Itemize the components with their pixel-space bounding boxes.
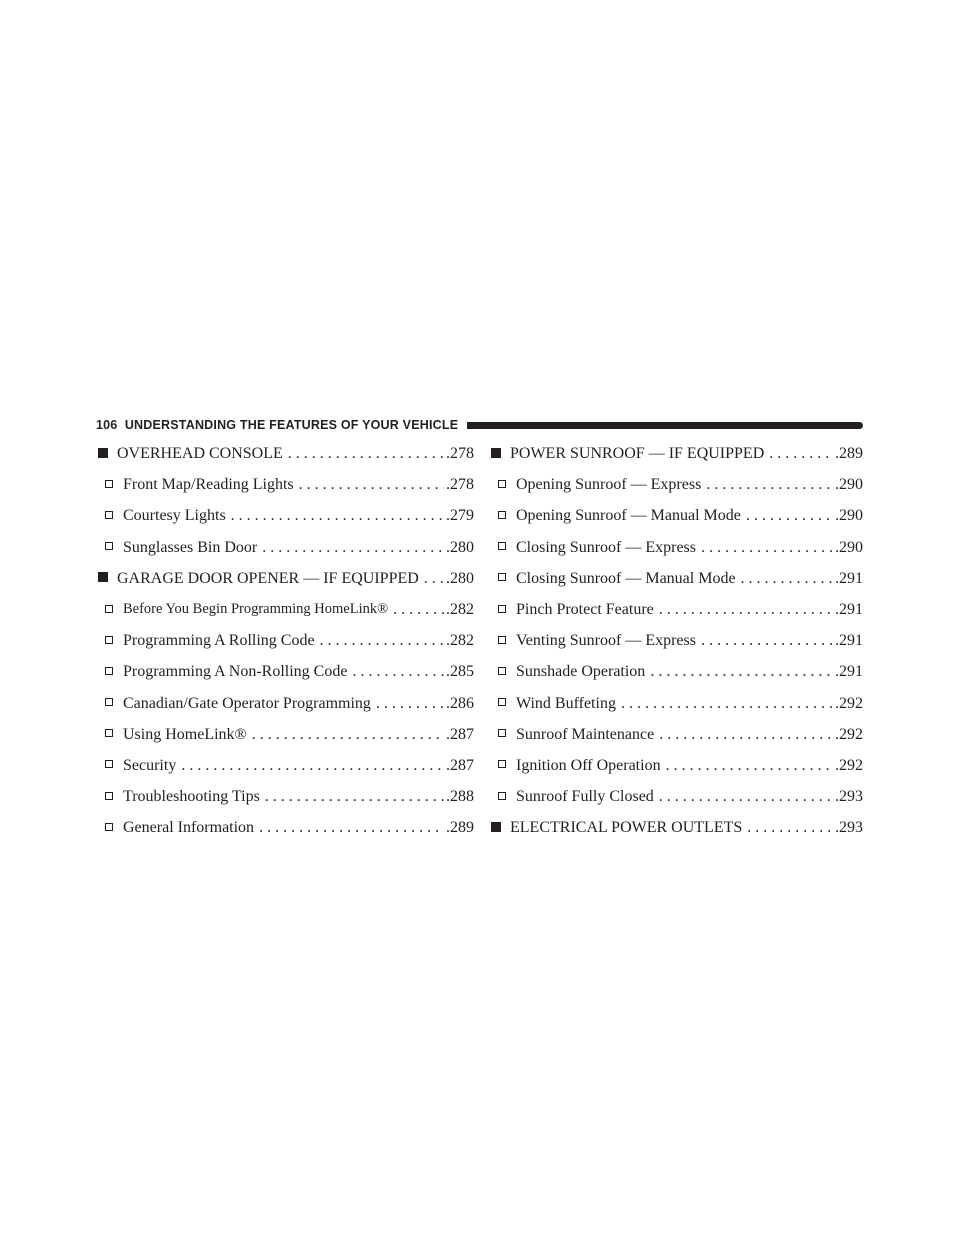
hollow-square-icon xyxy=(498,511,506,519)
toc-entry-title: Using HomeLink® xyxy=(123,725,247,743)
toc-entry-title: Wind Buffeting xyxy=(516,694,616,712)
toc-entry-page: .291 xyxy=(835,663,863,681)
hollow-square-icon xyxy=(105,823,113,831)
hollow-square-icon xyxy=(498,605,506,613)
toc-entry-page: .282 xyxy=(446,600,474,618)
toc-entry[interactable] xyxy=(489,563,863,594)
toc-entry[interactable] xyxy=(96,812,474,843)
filled-square-icon xyxy=(491,448,501,458)
toc-entry-title: ELECTRICAL POWER OUTLETS xyxy=(510,819,743,837)
toc-entry-title: Opening Sunroof — Express xyxy=(516,476,702,494)
dot-leader xyxy=(769,438,833,469)
filled-square-icon xyxy=(491,822,501,832)
toc-entry-title: Closing Sunroof — Manual Mode xyxy=(516,569,736,587)
hollow-square-icon xyxy=(498,573,506,581)
toc-entry-title: POWER SUNROOF — IF EQUIPPED xyxy=(510,445,765,462)
toc-entry-title: Sunshade Operation xyxy=(516,663,646,681)
toc-entry[interactable] xyxy=(96,563,474,594)
hollow-square-icon xyxy=(498,636,506,644)
hollow-square-icon xyxy=(105,698,113,706)
filled-square-icon xyxy=(98,572,108,582)
dot-leader xyxy=(747,812,833,843)
toc-entry-title: Venting Sunroof — Express xyxy=(516,632,696,650)
toc-entry-title: Opening Sunroof — Manual Mode xyxy=(516,507,741,525)
toc-entry[interactable] xyxy=(96,688,474,719)
toc-entry-page: .289 xyxy=(835,445,863,462)
toc-entry-page: .291 xyxy=(835,600,863,618)
toc-entry[interactable] xyxy=(489,594,863,625)
toc-entry-title: GARAGE DOOR OPENER — IF EQUIPPED xyxy=(117,569,419,587)
toc-entry-page: .291 xyxy=(835,569,863,587)
dot-leader xyxy=(701,625,833,656)
toc-entry-title: General Information xyxy=(123,819,255,837)
toc-entry-page: .289 xyxy=(446,819,474,837)
toc-entry[interactable] xyxy=(489,688,863,719)
dot-leader xyxy=(659,719,833,750)
hollow-square-icon xyxy=(498,698,506,706)
toc-entry-page: .286 xyxy=(446,694,474,712)
dot-leader xyxy=(424,563,444,594)
hollow-square-icon xyxy=(105,480,113,488)
toc-entry[interactable] xyxy=(489,438,863,469)
dot-leader xyxy=(376,688,444,719)
toc-entry-page: .288 xyxy=(446,788,474,806)
toc-entry[interactable] xyxy=(96,532,474,563)
toc-entry[interactable] xyxy=(96,469,474,500)
section-title: UNDERSTANDING THE FEATURES OF YOUR VEHICLE xyxy=(124,418,459,432)
hollow-square-icon xyxy=(498,760,506,768)
dot-leader xyxy=(706,469,833,500)
toc-entry-page: .290 xyxy=(835,476,863,494)
toc-entry[interactable] xyxy=(489,625,863,656)
toc-entry-title: Ignition Off Operation xyxy=(516,756,661,774)
toc-entry-title: Before You Begin Programming HomeLink® xyxy=(123,600,389,617)
page-header xyxy=(96,417,863,435)
toc-entry-page: .287 xyxy=(446,725,474,743)
hollow-square-icon xyxy=(105,729,113,737)
hollow-square-icon xyxy=(498,729,506,737)
toc-entry-title: Troubleshooting Tips xyxy=(123,788,260,806)
toc-entry-page: .292 xyxy=(835,756,863,774)
header-text xyxy=(96,418,458,432)
toc-entry[interactable] xyxy=(489,656,863,687)
toc-entry-title: Canadian/Gate Operator Programming xyxy=(123,694,371,712)
toc-entry[interactable] xyxy=(489,469,863,500)
dot-leader xyxy=(320,625,444,656)
hollow-square-icon xyxy=(105,511,113,519)
toc-entry-page: .290 xyxy=(835,507,863,525)
hollow-square-icon xyxy=(105,636,113,644)
toc-entry-page: .293 xyxy=(835,788,863,806)
toc-entry[interactable] xyxy=(96,625,474,656)
toc-entry[interactable] xyxy=(96,594,474,625)
dot-leader xyxy=(262,532,444,563)
hollow-square-icon xyxy=(498,542,506,550)
toc-entry-page: .280 xyxy=(446,538,474,556)
dot-leader xyxy=(659,594,833,625)
toc-entry-page: .278 xyxy=(446,476,474,494)
toc-entry[interactable] xyxy=(96,656,474,687)
hollow-square-icon xyxy=(105,542,113,550)
toc-entry[interactable] xyxy=(489,750,863,781)
hollow-square-icon xyxy=(105,760,113,768)
toc-entry-title: Closing Sunroof — Express xyxy=(516,538,696,556)
toc-entry-page: .292 xyxy=(835,725,863,743)
dot-leader xyxy=(299,469,444,500)
dot-leader xyxy=(288,438,444,469)
page-number: 106 xyxy=(96,418,118,432)
toc-entry-title: Sunroof Fully Closed xyxy=(516,788,654,806)
toc-entry[interactable] xyxy=(96,500,474,531)
dot-leader xyxy=(701,532,833,563)
header-rule xyxy=(467,422,863,429)
toc-entry-title: Courtesy Lights xyxy=(123,507,226,525)
dot-leader xyxy=(252,719,444,750)
toc-entry-page: .293 xyxy=(835,819,863,837)
dot-leader xyxy=(621,688,833,719)
toc-entry-title: Front Map/Reading Lights xyxy=(123,476,294,494)
toc-entry-title: Pinch Protect Feature xyxy=(516,600,654,618)
dot-leader xyxy=(231,500,444,531)
toc-entry-page: .285 xyxy=(446,663,474,681)
toc-left-column xyxy=(96,438,474,843)
toc-entry-page: .290 xyxy=(835,538,863,556)
filled-square-icon xyxy=(98,448,108,458)
toc-entry-title: OVERHEAD CONSOLE xyxy=(117,445,283,462)
toc-entry[interactable] xyxy=(489,812,863,843)
dot-leader xyxy=(746,500,833,531)
dot-leader xyxy=(666,750,833,781)
toc-entry[interactable] xyxy=(96,719,474,750)
dot-leader xyxy=(181,750,444,781)
toc-entry[interactable] xyxy=(96,750,474,781)
hollow-square-icon xyxy=(105,792,113,800)
toc-entry[interactable] xyxy=(96,781,474,812)
toc-entry-page: .282 xyxy=(446,632,474,650)
toc-entry[interactable] xyxy=(489,532,863,563)
dot-leader xyxy=(393,594,444,625)
toc-entry-page: .278 xyxy=(446,445,474,462)
hollow-square-icon xyxy=(498,480,506,488)
toc-entry-page: .287 xyxy=(446,756,474,774)
hollow-square-icon xyxy=(498,667,506,675)
toc-entry-page: .280 xyxy=(446,569,474,587)
dot-leader xyxy=(650,656,833,687)
toc-entry[interactable] xyxy=(489,781,863,812)
toc-entry-title: Security xyxy=(123,756,177,774)
dot-leader xyxy=(265,781,444,812)
dot-leader xyxy=(741,563,833,594)
hollow-square-icon xyxy=(498,792,506,800)
toc-entry-title: Programming A Non-Rolling Code xyxy=(123,663,348,681)
toc-entry-page: .291 xyxy=(835,632,863,650)
toc-entry[interactable] xyxy=(489,719,863,750)
toc-entry[interactable] xyxy=(96,438,474,469)
toc-right-column xyxy=(489,438,863,843)
dot-leader xyxy=(352,656,444,687)
hollow-square-icon xyxy=(105,605,113,613)
dot-leader xyxy=(659,781,833,812)
toc-entry-title: Sunroof Maintenance xyxy=(516,725,655,743)
toc-entry-page: .279 xyxy=(446,507,474,525)
toc-entry-page: .292 xyxy=(835,694,863,712)
hollow-square-icon xyxy=(105,667,113,675)
dot-leader xyxy=(259,812,444,843)
toc-entry-title: Programming A Rolling Code xyxy=(123,632,315,650)
toc-entry[interactable] xyxy=(489,500,863,531)
toc-entry-title: Sunglasses Bin Door xyxy=(123,538,258,556)
